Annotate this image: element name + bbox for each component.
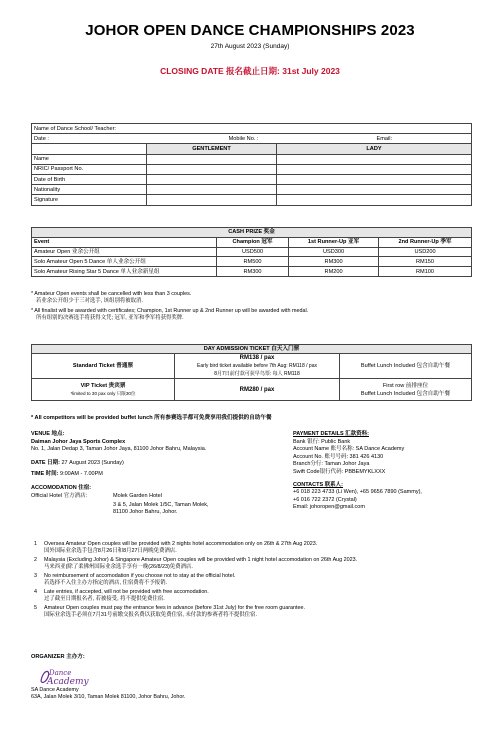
col-champion: Champion 冠军 bbox=[217, 237, 289, 247]
day-ticket-table bbox=[31, 344, 472, 401]
venue-address: No. 1, Jalan Dedap 3, Taman Johor Jaya, 81100 Johor Bahru, Malaysia. bbox=[31, 446, 207, 453]
organizer-address: 63A, Jalan Molek 3/10, Taman Molek 81100, Johor Bahru, Johor. bbox=[31, 694, 186, 701]
row-label: Nationality bbox=[32, 185, 147, 195]
time-value: 9:00AM - 7.00PM bbox=[60, 471, 103, 478]
buffet-note: * All competitors will be provided buffet lunch 所有参赛选手都可免费享用我们提供的自助午餐 bbox=[31, 415, 272, 421]
cash-prize-table bbox=[31, 227, 472, 277]
payment-label: PAYMENT DETAILS 汇款资料: bbox=[293, 431, 369, 437]
rules-list bbox=[34, 541, 474, 621]
vip-perk-buffet: Buffet Lunch Included 包含自助午餐 bbox=[360, 390, 451, 397]
organizer-info bbox=[31, 687, 185, 701]
note-award-en: * All finalist will be awarded with certificates; Champion, 1st Runner up & 2nd Runner up will be awarded with medal. bbox=[31, 307, 309, 314]
lady-nationality-input[interactable] bbox=[277, 185, 472, 195]
table-row bbox=[32, 257, 472, 267]
blank-header-cell bbox=[32, 144, 147, 154]
gentleman-signature-input[interactable] bbox=[147, 195, 277, 205]
hotel-name: Molek Garden Hotel bbox=[113, 492, 162, 499]
gentleman-header: GENTLEMENT bbox=[147, 144, 277, 154]
event-name: Solo Amateur Rising Star 5 Dance 单人业余新星组 bbox=[32, 267, 217, 277]
lady-header: LADY bbox=[277, 144, 472, 154]
email-field[interactable]: Email: bbox=[277, 134, 472, 144]
accommodation-label: ACCOMODATION 住宿: bbox=[31, 484, 92, 491]
swift-code: Swift Code银行代码: PBBEMYKLXXX bbox=[293, 468, 386, 475]
note-award-cn: 所有组别的决赛选手将获得文凭; 冠军, 亚军和季军将获得奖牌. bbox=[36, 314, 184, 321]
contact-email[interactable]: Email: johoropen@gmail.com bbox=[293, 504, 365, 511]
logo-text-main: Academy bbox=[47, 677, 89, 687]
standard-ticket-label: Standard Ticket 普通票 bbox=[32, 354, 175, 379]
school-field[interactable]: Name of Dance School/ Teacher: bbox=[32, 124, 472, 134]
registration-table bbox=[31, 123, 472, 206]
payment-block bbox=[293, 431, 478, 512]
runner2-prize: RM100 bbox=[379, 267, 472, 277]
col-runner1: 1st Runner-Up 亚军 bbox=[289, 237, 379, 247]
table-row bbox=[32, 267, 472, 277]
rule-en: Amateur Open couples must pay the entrance fees in advance (before 31st July) for the free room guarantee. bbox=[44, 605, 305, 611]
rule-en: No reimbursement of accomodation if you choose not to stay at the official hotel. bbox=[44, 573, 236, 579]
gentleman-name-input[interactable] bbox=[147, 154, 277, 164]
table-row bbox=[32, 247, 472, 257]
date-label: DATE 日期: bbox=[31, 459, 60, 466]
runner1-prize: RM200 bbox=[289, 267, 379, 277]
account-number: Account No. 账号号码: 381 426 4130 bbox=[293, 453, 384, 460]
vip-price: RM280 / pax bbox=[175, 379, 340, 401]
list-item bbox=[34, 557, 474, 571]
champion-prize: USD500 bbox=[217, 247, 289, 257]
contact-phones-1: +6 018 223 4733 (Li Wen), +65 9656 7890 (Sammy), bbox=[293, 489, 422, 496]
runner2-prize: USD200 bbox=[379, 247, 472, 257]
champion-prize: RM500 bbox=[217, 257, 289, 267]
note-cancel-cn: 若业余公开组少于三对选手, 该组别将被取消. bbox=[36, 298, 143, 305]
rule-number: 2 bbox=[34, 557, 37, 563]
cash-prize-title: CASH PRIZE 奖金 bbox=[32, 228, 472, 238]
list-item bbox=[34, 589, 474, 603]
list-item bbox=[34, 573, 474, 587]
gentleman-nationality-input[interactable] bbox=[147, 185, 277, 195]
contact-phones-2: +6 016 722 2372 (Crystal) bbox=[293, 496, 357, 503]
col-event: Event bbox=[32, 237, 217, 247]
list-item bbox=[34, 605, 474, 619]
col-runner2: 2nd Runner-Up 季军 bbox=[379, 237, 472, 247]
organizer-name: SA Dance Academy bbox=[31, 687, 79, 693]
row-label: Name bbox=[32, 154, 147, 164]
runner1-prize: RM300 bbox=[289, 257, 379, 267]
hotel-label: Official Hotel 官方酒店: bbox=[31, 492, 88, 499]
hotel-address-1: 3 & 5, Jalan Molek 1/5C, Taman Molek, bbox=[113, 501, 209, 508]
vip-ticket-label: VIP Ticket 贵宾票 bbox=[80, 382, 126, 389]
vip-ticket-cell bbox=[32, 379, 175, 401]
rule-cn: 国外国际业余选手包含8月26日和8月27日两晚免费酒店. bbox=[44, 548, 177, 555]
account-name: Account Name 账号名称: SA Dance Academy bbox=[293, 446, 405, 453]
rule-cn: 过了截至日期报名者, 若被接受, 将不提供免费住宿. bbox=[44, 596, 165, 603]
logo-text-top: Dance bbox=[49, 669, 72, 677]
vip-perk-first-row: First row 前排座位 bbox=[382, 382, 429, 389]
note-cancel-en: * Amateur Open events shall be cancelled with less than 3 couples. bbox=[31, 291, 192, 297]
bank-name: Bank 银行: Public Bank bbox=[293, 438, 351, 445]
time-label: TIME 时间: bbox=[31, 471, 59, 478]
date-value: 27 August 2023 (Sunday) bbox=[61, 459, 124, 466]
lady-dob-input[interactable] bbox=[277, 174, 472, 184]
date-field[interactable]: Date : bbox=[32, 134, 147, 144]
lady-nric-input[interactable] bbox=[277, 164, 472, 174]
venue-block bbox=[31, 431, 271, 517]
standard-perk: Buffet Lunch Included 包含自助午餐 bbox=[340, 354, 472, 379]
gentleman-dob-input[interactable] bbox=[147, 174, 277, 184]
bank-branch: Branch分行: Taman Johor Jaya bbox=[293, 461, 370, 468]
vip-perk-cell bbox=[340, 379, 472, 401]
row-label: NRIC/ Passport No. bbox=[32, 164, 147, 174]
runner2-prize: RM150 bbox=[379, 257, 472, 267]
rule-number: 4 bbox=[34, 589, 37, 595]
contacts-label: CONTACTS 联系人: bbox=[293, 481, 344, 488]
gentleman-nric-input[interactable] bbox=[147, 164, 277, 174]
closing-date: CLOSING DATE 报名截止日期: 31st July 2023 bbox=[160, 66, 340, 76]
notes-block bbox=[31, 291, 476, 322]
page-title: JOHOR OPEN DANCE CHAMPIONSHIPS 2023 bbox=[85, 22, 415, 39]
row-label: Date of Birth bbox=[32, 174, 147, 184]
row-label: Signature bbox=[32, 195, 147, 205]
runner1-prize: USD300 bbox=[289, 247, 379, 257]
rule-cn: 国际业余选手必须在7月31号前缴交报名费以获取免费住宿, 未付款的参赛者将不提供住宿. bbox=[44, 612, 257, 619]
event-name: Amateur Open 业余公开组 bbox=[32, 247, 217, 257]
champion-prize: RM300 bbox=[217, 267, 289, 277]
early-bird-en: Early bird ticket available before 7th Aug: RM118 / pax bbox=[197, 363, 317, 370]
early-bird-cn: 8月7日前付款可获早鸟票: 每人 RM118 bbox=[214, 371, 300, 378]
event-name: Solo Amateur Open 5 Dance 单人业余公开组 bbox=[32, 257, 217, 267]
list-item bbox=[34, 541, 474, 555]
venue-label: VENUE 地点: bbox=[31, 431, 65, 437]
day-ticket-title: DAY ADMISSION TICKET 白天入门票 bbox=[32, 345, 472, 354]
rule-en: Oversea Amateur Open couples will be provided with 2 nights hotel accommodation only on 26th & 27th Aug 2023. bbox=[44, 541, 318, 547]
rule-number: 3 bbox=[34, 573, 37, 579]
standard-price-cell bbox=[175, 354, 340, 379]
organizer-label: ORGANIZER 主办方: bbox=[31, 654, 85, 660]
rule-cn: 若选择不入住主办方指定的酒店, 住宿费将不予报销. bbox=[44, 580, 168, 587]
venue-name: Daiman Johor Jaya Sports Complex bbox=[31, 438, 126, 445]
vip-limit: *limited to 30 pax only 只限30位 bbox=[70, 390, 136, 396]
mobile-field[interactable]: Mobile No. : bbox=[147, 134, 277, 144]
dance-academy-logo bbox=[39, 667, 99, 687]
rule-en: Malaysia (Excluding Johor) & Singapore Amateur Open couples will be provided with 1 night hotel accomodation on 26th Aug 2023. bbox=[44, 557, 358, 563]
lady-name-input[interactable] bbox=[277, 154, 472, 164]
rule-number: 1 bbox=[34, 541, 37, 547]
rule-number: 5 bbox=[34, 605, 37, 611]
standard-price: RM138 / pax bbox=[239, 355, 275, 362]
event-date-line: 27th August 2023 (Sunday) bbox=[210, 43, 290, 50]
rule-cn: 马来西亚(除了柔佛州国际业余选手享有一晚(26/8/23)免费酒店. bbox=[44, 564, 193, 571]
lady-signature-input[interactable] bbox=[277, 195, 472, 205]
hotel-address-2: 81100 Johor Bahru, Johor. bbox=[113, 509, 178, 516]
rule-en: Late entries, if accepted, will not be provided with free accomodation. bbox=[44, 589, 209, 595]
